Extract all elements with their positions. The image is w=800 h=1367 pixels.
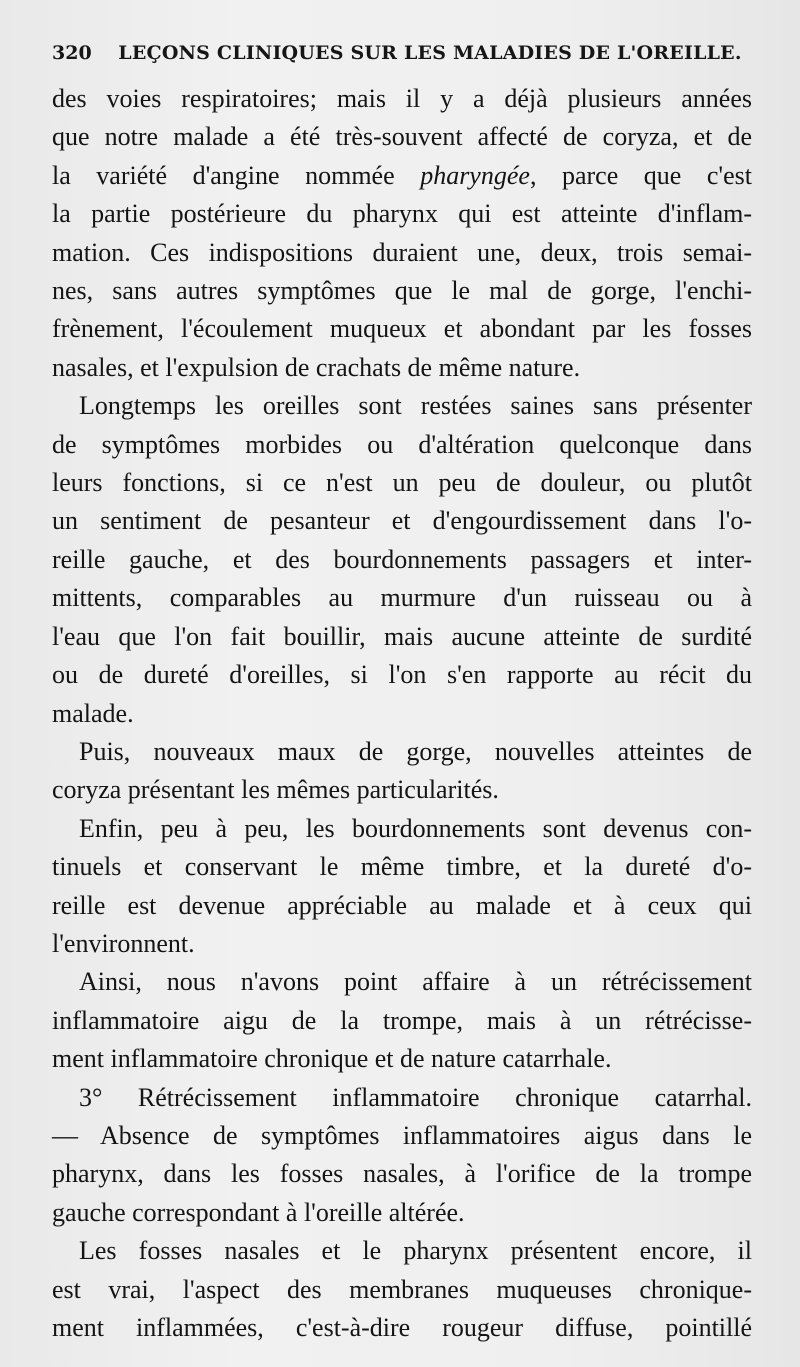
paragraph: [52, 387, 752, 733]
paragraph: [52, 1079, 752, 1233]
text-line: pharynx, dans les fosses nasales, à l'orifice de la trompe: [52, 1159, 752, 1189]
paragraph: [52, 733, 752, 810]
text-line: mittents, comparables au murmure d'un ruisseau ou à: [52, 583, 752, 613]
text-line: Les fosses nasales et le pharynx présentent encore, il: [79, 1236, 752, 1266]
section-heading-line: 3° Rétrécissement inflammatoire chronique catarrhal.: [79, 1082, 752, 1112]
running-title: LEÇONS CLINIQUES SUR LES MALADIES DE L'OREILLE.: [118, 42, 742, 64]
text-line: Longtemps les oreilles sont restées saines sans présenter: [79, 391, 752, 421]
text-line: Puis, nouveaux maux de gorge, nouvelles atteintes de: [79, 736, 752, 766]
text-line: ou de dureté d'oreilles, si l'on s'en rapporte au récit du: [52, 660, 752, 690]
text-line: que notre malade a été très-souvent affecté de coryza, et de: [52, 122, 752, 152]
text-line: ment inflammées, c'est-à-dire rougeur diffuse, pointillé: [52, 1313, 752, 1342]
text-line: coryza présentant les mêmes particularités.: [52, 775, 499, 805]
body-text: [52, 80, 752, 1347]
text-line: reille gauche, et des bourdonnements passagers et inter-: [52, 544, 752, 574]
text-line: gauche correspondant à l'oreille altérée.: [52, 1197, 465, 1227]
text-line: de symptômes morbides ou d'altération quelconque dans: [52, 429, 752, 459]
paragraph: [52, 1232, 752, 1347]
text-line: nes, sans autres symptômes que le mal de gorge, l'enchi-: [52, 276, 752, 306]
text-line: l'eau que l'on fait bouillir, mais aucune atteinte de surdité: [52, 621, 752, 651]
text-line: reille est devenue appréciable au malade et à ceux qui: [52, 890, 752, 920]
text-line: la partie postérieure du pharynx qui est atteinte d'inflam-: [52, 199, 752, 229]
page-number: 320: [52, 42, 92, 64]
text-line: Ainsi, nous n'avons point affaire à un rétrécissement: [79, 967, 752, 997]
text-line: est vrai, l'aspect des membranes muqueuses chronique-: [52, 1274, 752, 1304]
paragraph: [52, 810, 752, 964]
text-line: un sentiment de pesanteur et d'engourdissement dans l'o-: [52, 506, 752, 536]
text-line: frènement, l'écoulement muqueux et abondant par les fosses: [52, 314, 752, 344]
paragraph: [52, 80, 752, 387]
text-line: malade.: [52, 698, 134, 728]
text-line: inflammatoire aigu de la trompe, mais à un rétrécisse-: [52, 1005, 752, 1035]
text-line: [52, 157, 752, 195]
text-line: nasales, et l'expulsion de crachats de même nature.: [52, 352, 581, 382]
text-line: ment inflammatoire chronique et de nature catarrhale.: [52, 1044, 612, 1074]
italic-term: pharyngée: [420, 160, 530, 190]
text-segment: , parce que c'est: [529, 160, 752, 190]
text-line: l'environnent.: [52, 928, 195, 958]
text-line: — Absence de symptômes inflammatoires aigus dans le: [52, 1120, 752, 1150]
text-segment: la variété d'angine nommée: [52, 160, 421, 190]
text-line: leurs fonctions, si ce n'est un peu de douleur, ou plutôt: [52, 468, 752, 498]
page-header: [52, 42, 752, 72]
text-line: Enfin, peu à peu, les bourdonnements sont devenus con-: [79, 813, 752, 843]
text-line: mation. Ces indispositions duraient une, deux, trois semai-: [52, 237, 752, 267]
text-line: des voies respiratoires; mais il y a déjà plusieurs années: [52, 84, 752, 113]
paragraph: [52, 963, 752, 1078]
text-line: tinuels et conservant le même timbre, et la dureté d'o-: [52, 852, 752, 882]
